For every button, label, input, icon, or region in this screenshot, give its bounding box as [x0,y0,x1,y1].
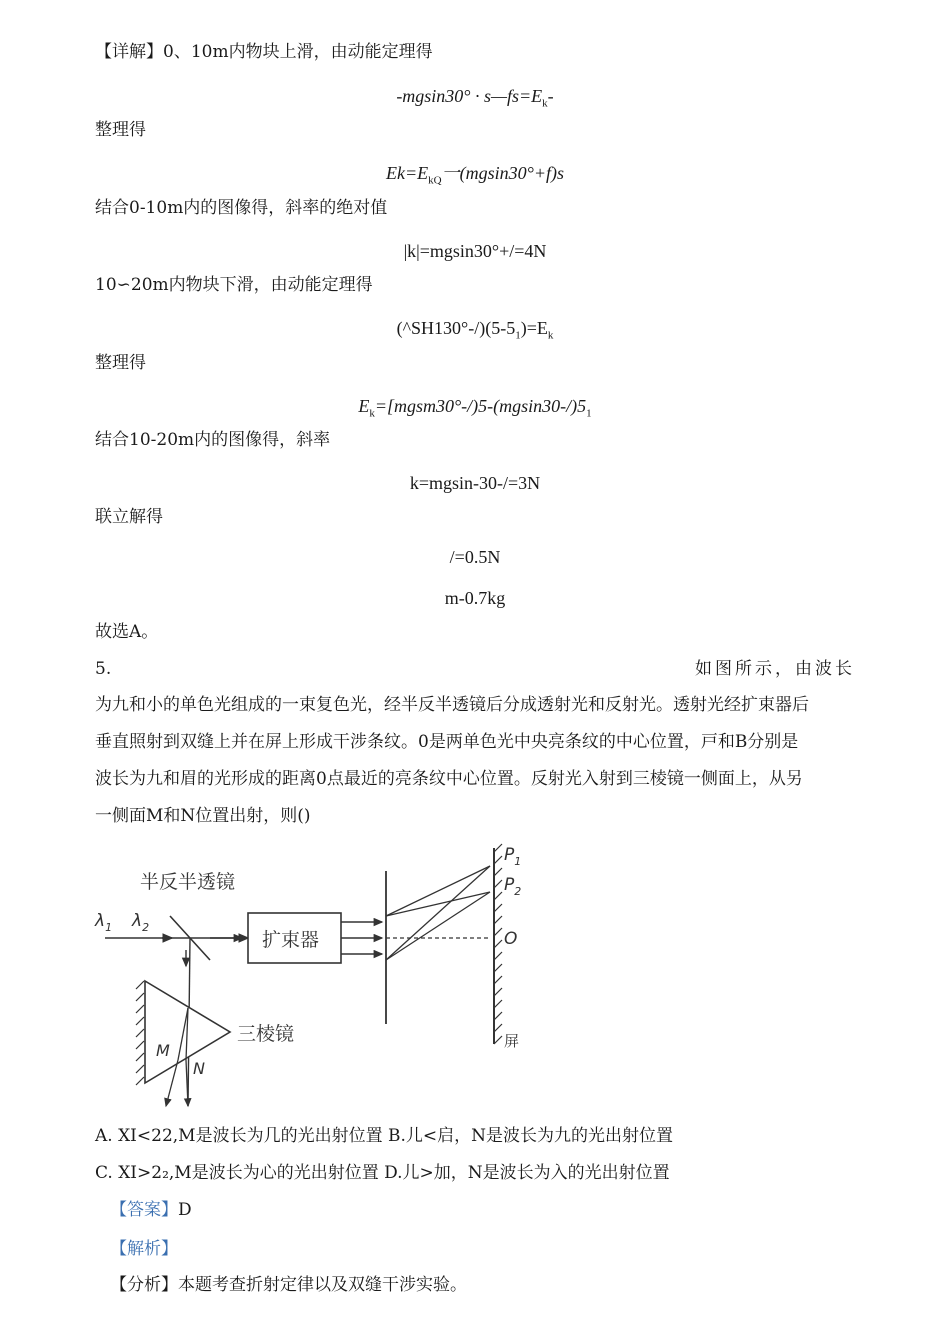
question-body-line-1: 为九和小的单色光组成的一束复色光，经半反半透镜后分成透射光和反射光。透射光经扩束器后 [95,695,809,715]
question-body-line-4: 一侧面M和N位置出射，则() [95,806,311,826]
equation-5-b: =[mgsm30°-/)5-(mgsin30-/)5 [374,396,587,416]
label-prism: 三棱镜 [237,1023,295,1045]
question-number: 5. [95,659,112,679]
equation-2-a: Ek=E [386,163,429,183]
label-half-mirror: 半反半透镜 [140,871,236,893]
text-choose: 故选A。 [95,622,159,642]
text-slope: 结合10-20m内的图像得，斜率 [95,430,331,450]
label-n: N [193,1059,205,1078]
equation-6: k=mgsin-30-/=3N [409,473,541,493]
answer-line [110,1198,192,1222]
equation-5-a: E [358,396,370,416]
equation-1 [0,84,950,116]
question-body [95,687,853,835]
equation-1-sub: k [542,97,548,110]
ray-p1-a [386,866,490,916]
equation-1-tail: - [547,86,554,106]
label-lambda1: $\lambda_1$ [95,911,113,934]
equation-4-sub2: k [547,329,554,342]
equation-1-text: -mgsin30° · s—fs=E [396,86,543,106]
answer-value: D [178,1200,192,1220]
equation-2 [0,161,950,193]
prism-wall-hatching [136,981,144,1085]
equation-3: |k|=mgsin30°+/=4N [403,241,547,261]
text-rearrange-1: 整理得 [95,120,146,140]
text-slide-down: 10∽20m内物块下滑，由动能定理得 [95,275,373,295]
screen-hatching [494,844,502,1044]
label-expander: 扩束器 [262,929,320,951]
question-first-line-tail: 如图所示，由波长 [695,659,855,679]
text-rearrange-2: 整理得 [95,353,146,373]
label-lambda2: $\lambda_2$ [132,911,150,934]
solution-detail-line: 【详解】0、10m内物块上滑，由动能定理得 [95,42,433,62]
label-p1: $P_1$ [504,845,522,868]
text-slope-abs: 结合0-10m内的图像得，斜率的绝对值 [95,198,388,218]
equation-4-b: )=E [520,318,548,338]
options-line-cd: C. XI>2₂,M是波长为心的光出射位置 D.儿>加，N是波长为入的光出射位置 [95,1163,670,1183]
optics-figure [90,838,530,1116]
analysis-text: 【分析】本题考查折射定律以及双缝干涉实验。 [110,1275,467,1295]
label-o: O [504,929,518,949]
answer-label: 【答案】 [110,1200,178,1220]
equation-2-sub: kQ [428,174,442,187]
equation-5-sub2: 1 [586,407,592,420]
equation-4 [0,316,950,348]
options-line-ab: A. XI<22,M是波长为几的光出射位置 B.儿<启，N是波长为九的光出射位置 [95,1126,674,1146]
equation-5-sub: k [369,407,375,420]
equation-4-a: (^SH130°-/)(5-5 [396,318,516,338]
question-body-line-2: 垂直照射到双缝上并在屏上形成干涉条纹。0是两单色光中央亮条纹的中心位置，戸和B分别是 [95,732,799,752]
equation-5 [0,394,950,426]
equation-7: /=0.5N [449,547,501,567]
label-m: M [156,1041,170,1060]
text-solve: 联立解得 [95,507,163,527]
equation-2-b: 一(mgsin30°+f)s [441,163,564,183]
label-screen: 屏 [504,1032,520,1050]
label-p2: $P_2$ [504,875,522,898]
equation-8: m-0.7kg [444,588,506,608]
question-body-line-3: 波长为九和眉的光形成的距离0点最近的亮条纹中心位置。反射光入射到三棱镜一侧面上，从另 [95,769,803,789]
ray-p2-b [386,892,490,960]
equation-4-sub: 1 [515,329,521,342]
analysis-label: 【解析】 [110,1239,178,1259]
